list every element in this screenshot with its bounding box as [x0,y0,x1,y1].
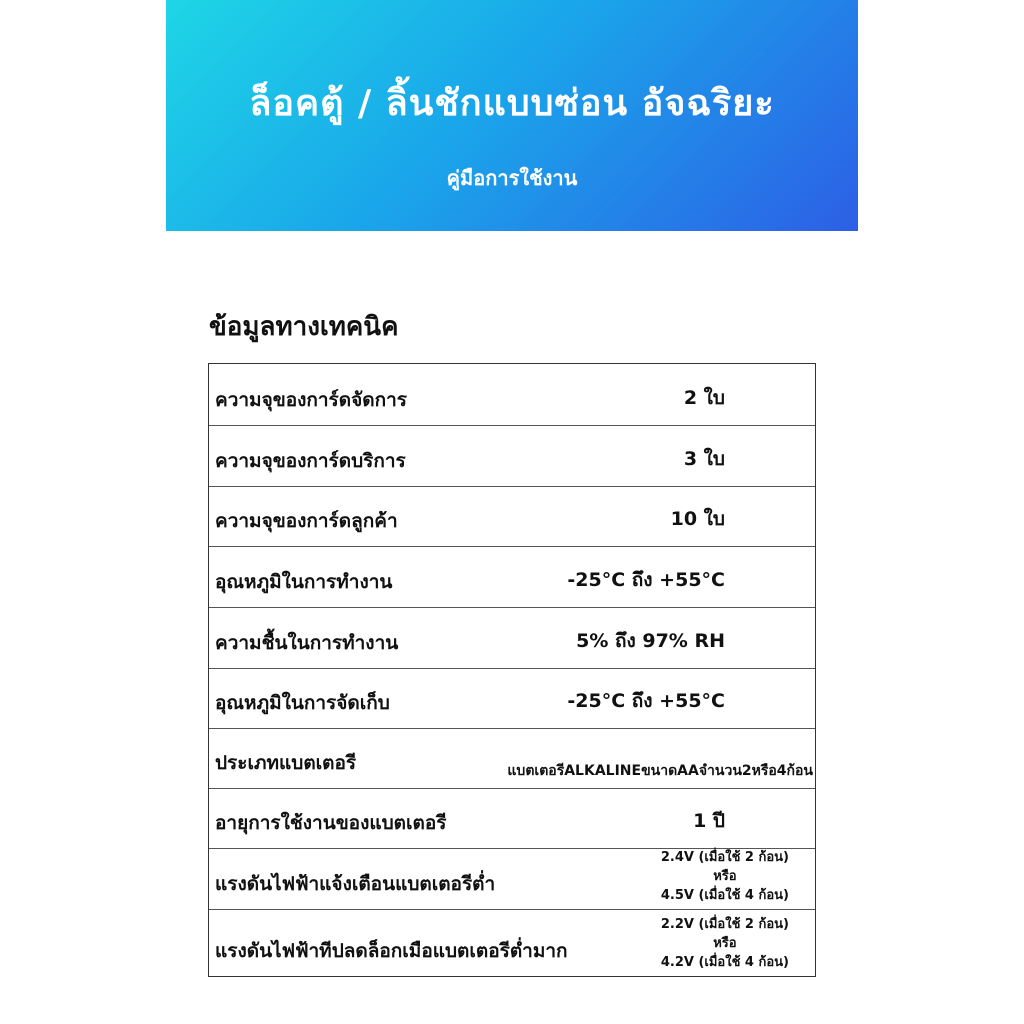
spec-label: อุณหภูมิในการทำงาน [215,571,393,593]
spec-row [209,547,815,608]
spec-value: 2 ใบ [683,387,725,409]
spec-value-line: 4.5V (เมื่อใช้ 4 ก้อน) [660,888,789,903]
spec-row [209,910,815,976]
spec-row [209,426,815,487]
spec-label: แรงดันไฟฟ้าแจ้งเตือนแบตเตอรีต่ำ [215,873,496,895]
spec-label: ประเภทแบตเตอรี [215,752,357,774]
spec-label: แรงดันไฟฟ้าทีปลดล็อกเมือแบตเตอรีต่ำมาก [215,940,568,962]
spec-value-line: 4.2V (เมื่อใช้ 4 ก้อน) [660,955,789,970]
page-subtitle: คู่มือการใช้งาน [446,166,578,190]
spec-row [209,789,815,849]
spec-value: -25°C ถึง +55°C [567,690,725,712]
spec-label: อายุการใช้งานของแบตเตอรี [215,812,447,834]
spec-label: ความจุของการ์ดลูกค้า [215,510,398,532]
spec-table [208,363,816,977]
page-title: ล็อคตู้ / ลิ้นชักแบบซ่อน อัจฉริยะ [249,83,775,124]
spec-value [661,915,789,972]
spec-value-line: หรือ [713,936,737,951]
spec-value-line: 2.2V (เมื่อใช้ 2 ก้อน) [660,917,789,932]
spec-row [209,849,815,910]
spec-row [209,364,815,426]
spec-value: -25°C ถึง +55°C [567,569,725,591]
spec-label: ความจุของการ์ดบริการ [215,450,406,472]
spec-value: 1 ปี [693,810,725,832]
spec-value: แบตเตอรีALKALINEขนาดAAจำนวน2หรือ4ก้อน [507,763,813,779]
spec-value-line: 2.4V (เมื่อใช้ 2 ก้อน) [660,850,789,865]
spec-value [661,848,789,905]
spec-label: ความจุของการ์ดจัดการ [215,389,407,411]
spec-value-line: หรือ [713,869,737,884]
header-banner [166,0,858,231]
spec-row [209,669,815,729]
spec-label: อุณหภูมิในการจัดเก็บ [215,692,390,714]
section-title: ข้อมูลทางเทคนิค [209,312,399,342]
spec-value: 10 ใบ [670,508,725,530]
spec-label: ความชื้นในการทำงาน [215,632,399,654]
spec-value: 3 ใบ [683,448,725,470]
spec-row [209,487,815,547]
spec-value: 5% ถึง 97% RH [576,630,725,652]
spec-row [209,608,815,669]
spec-row [209,729,815,789]
